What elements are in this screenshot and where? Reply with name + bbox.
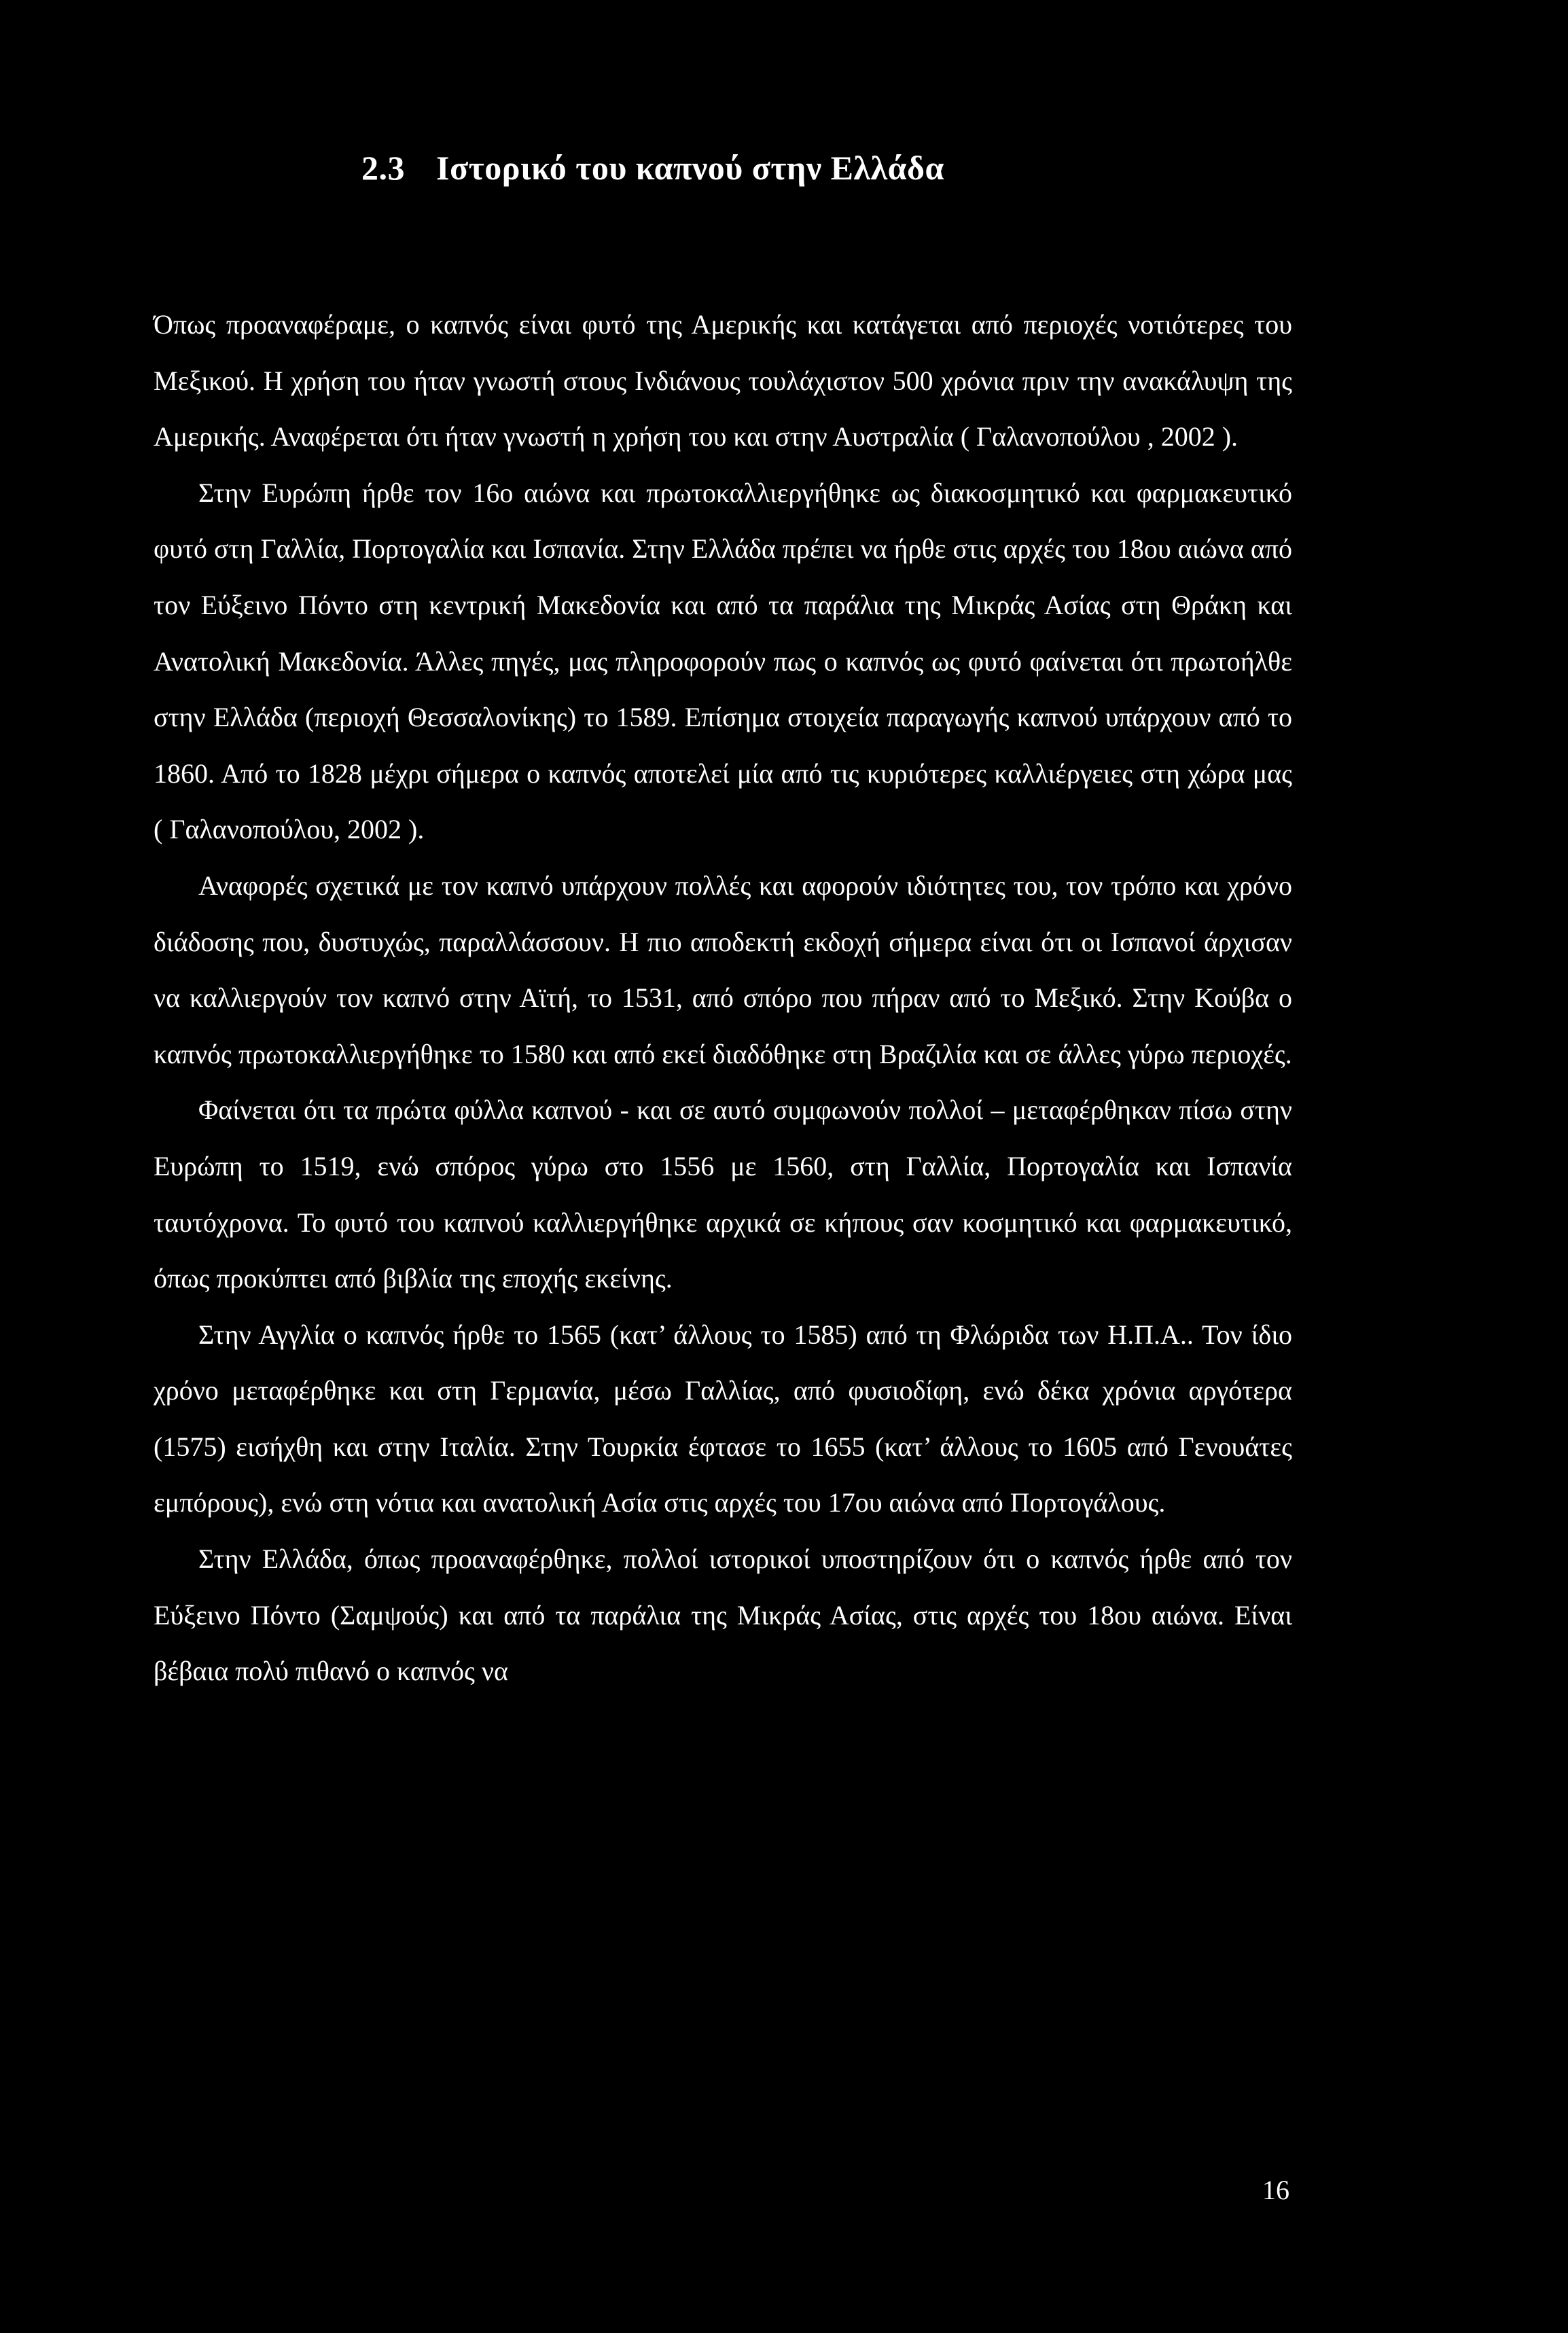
paragraph-intro: Όπως προαναφέραμε, ο καπνός είναι φυτό της Αμερικής και κατάγεται από περιοχές νοτιότερες του Μεξικού. Η χρήση του ήταν γνωστή στους Ινδιάνους τουλάχιστον 500 χρόνια πριν την ανακάλυψη της Αμερικής. Αναφέρεται ότι ήταν γνωστή η χρήση του και στην Αυστραλία ( Γαλανοπούλου , 2002 ). — [154, 309, 1292, 452]
page-number: 16 — [1262, 2175, 1289, 2205]
paragraph-europe: Στην Ευρώπη ήρθε τον 16ο αιώνα και πρωτοκαλλιεργήθηκε ως διακοσμητικό και φαρμακευτικό φυτό στη Γαλλία, Πορτογαλία και Ισπανία. Στην Ελλάδα πρέπει να ήρθε στις αρχές του 18ου αιώνα από τον Εύξεινο Πόντο στη κεντρική Μακεδονία και από τα παράλια της Μικράς Ασίας στη Θράκη και Ανατολική Μακεδονία. Άλλες πηγές, μας πληροφορούν πως ο καπνός ως φυτό φαίνεται ότι πρωτοήλθε στην Ελλάδα (περιοχή Θεσσαλονίκης) το 1589. Επίσημα στοιχεία παραγωγής καπνού υπάρχουν από το 1860. Από το 1828 μέχρι σήμερα ο καπνός αποτελεί μία από τις κυριότερες καλλιέργειες στη χώρα μας ( Γαλανοπούλου, 2002 ). — [154, 477, 1292, 845]
section-heading — [361, 148, 944, 188]
paragraph-england: Στην Αγγλία ο καπνός ήρθε το 1565 (κατ’ άλλους το 1585) από τη Φλώριδα των Η.Π.Α.. Τον ίδιο χρόνο μεταφέρθηκε και στη Γερμανία, μέσω Γαλλίας, από φυσιοδίφη, ενώ δέκα χρόνια αργότερα (1575) εισήχθη και στην Ιταλία. Στην Τουρκία έφτασε το 1655 (κατ’ άλλους το 1605 από Γενουάτες εμπόρους), ενώ στη νότια και ανατολική Ασία στις αρχές του 17ου αιώνα από Πορτογάλους. — [154, 1319, 1292, 1518]
body-text — [154, 297, 1292, 1700]
paragraph-first-leaves: Φαίνεται ότι τα πρώτα φύλλα καπνού - και σε αυτό συμφωνούν πολλοί – μεταφέρθηκαν πίσω στην Ευρώπη το 1519, ενώ σπόρος γύρω στο 1556 με 1560, στη Γαλλία, Πορτογαλία και Ισπανία ταυτόχρονα. Το φυτό του καπνού καλλιεργήθηκε αρχικά σε κήπους σαν κοσμητικό και φαρμακευτικό, όπως προκύπτει από βιβλία της εποχής εκείνης. — [154, 1094, 1292, 1294]
section-number: 2.3 — [361, 149, 405, 187]
section-title: Ιστορικό του καπνού στην Ελλάδα — [436, 149, 944, 187]
paragraph-greece: Στην Ελλάδα, όπως προαναφέρθηκε, πολλοί ιστορικοί υποστηρίζουν ότι ο καπνός ήρθε από τον Εύξεινο Πόντο (Σαμψούς) και από τα παράλια της Μικράς Ασίας, στις αρχές του 18ου αιώνα. Είναι βέβαια πολύ πιθανό ο καπνός να — [154, 1544, 1292, 1687]
paragraph-references: Αναφορές σχετικά με τον καπνό υπάρχουν πολλές και αφορούν ιδιότητες του, τον τρόπο και χρόνο διάδοσης που, δυστυχώς, παραλλάσσουν. Η πιο αποδεκτή εκδοχή σήμερα είναι ότι οι Ισπανοί άρχισαν να καλλιεργούν τον καπνό στην Αϊτή, το 1531, από σπόρο που πήραν από το Μεξικό. Στην Κούβα ο καπνός πρωτοκαλλιεργήθηκε το 1580 και από εκεί διαδόθηκε στη Βραζιλία και σε άλλες γύρω περιοχές. — [154, 870, 1292, 1069]
